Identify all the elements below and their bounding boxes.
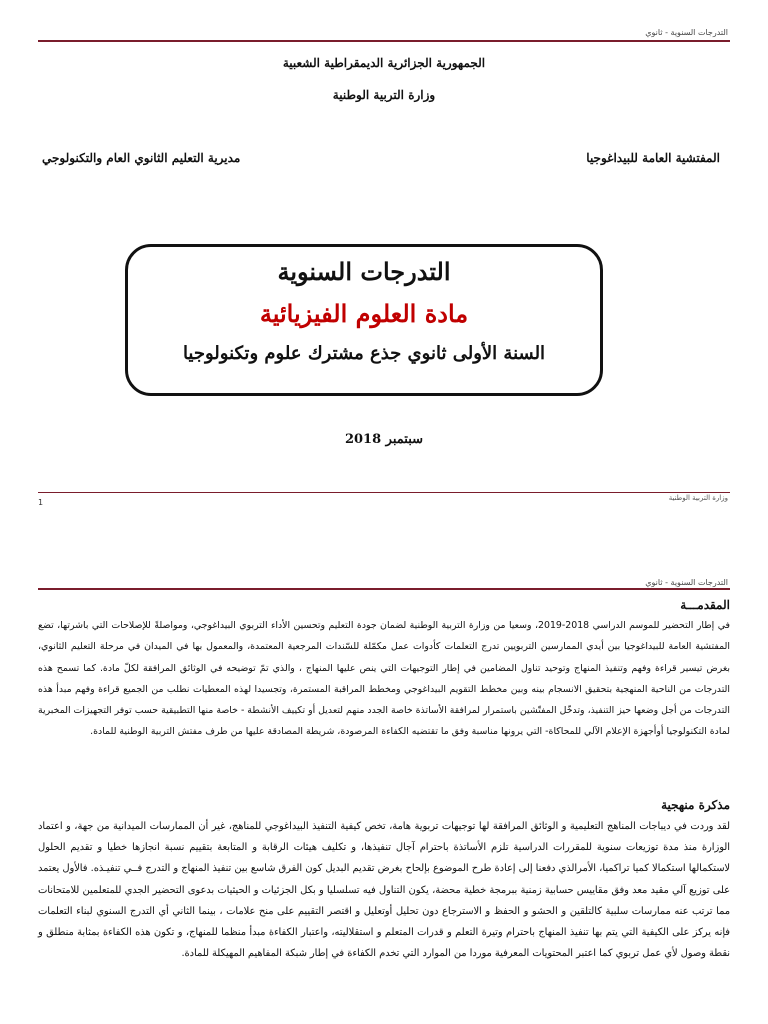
header-rule <box>38 588 730 590</box>
inspectorate-label: المفتشية العامة للبيداغوجيا <box>586 151 720 165</box>
intro-heading: المقدمـــة <box>680 598 730 612</box>
document-date: سبتمبر 2018 <box>344 432 424 447</box>
page-number: 1 <box>38 498 44 507</box>
intro-paragraph: في إطار التحضير للموسم الدراسي 2018-2019، وسعيا من وزارة التربية الوطنية لضمان جودة التعليم وتحسين الأداء التربوي البيداغوجي، ومواصلةً للإصلاحات التي باشرتها، تضع المفتشية العامة للبيداغوجيا بين أيدي الممارسين التربويين تدرج التعلمات كأدوات عمل مكمّلة للسّندات المرجعية المعتمدة، والمعمول بها في الميدان في مرحلة التعليم الثانوي، بغرض تيسير قراءة وفهم وتنفيذ المنهاج وتوحيد تناول المضامين في إطار التوجيهات التي ينص عليها المنهاج ، والذي تمّ توضيحه في الوثائق المرافقة لكلّ مادة. كما تسمح هذه التدرجات من الناحية المنهجية بتحقيق الانسجام بينه وبين مخطط التقويم البيداغوجي ومخطط المراقبة المستمرة، وتجسيدا لهذه المعطيات نطلب من الجميع قراءة وفهم مبدأ هذه التدرجات من أجل وضعها حيز التنفيذ، وتدخّل المفتّشين باستمرار لمرافقة الأساتذة خاصة الجدد منهم لتعديل أو تكييف الأنشطة - خاصة منها التطبيقية حسب توفر التجهيزات المخبرية لمادة التكنولوجيا أوأجهزة الإعلام الآلي للمحاكاة- التي يرونها مناسبة وفق ما تقتضيه الكفاءة المرصودة، شريطة المصادقة عليها من طرف مفتش التربية الوطنية للمادة. <box>38 620 730 738</box>
method-heading: مذكرة منهجية <box>661 798 730 812</box>
title-box <box>125 244 603 396</box>
level-title: السنة الأولى ثانوي جذع مشترك علوم وتكنولوجيا <box>182 343 546 364</box>
page-2 <box>0 560 768 1024</box>
directorate-label: مديرية التعليم الثانوي العام والتكنولوجي <box>42 151 241 165</box>
republic-title: الجمهورية الجزائرية الديمقراطية الشعبية <box>282 56 486 70</box>
method-paragraph: لقد وردت في ديباجات المناهج التعليمية و الوثائق المرافقة لها توجيهات تربوية هامة، تخص كيفية التنفيذ البيداغوجي للمناهج، غير أن الممارسات الميدانية من جهة، و اعتماد الوزارة منذ مدة توزيعات سنوية للمقررات الدراسية تلزم الأساتذة باحترام آجال تنفيذها، و تكليف هيئات الرقابة و المتابعة بتقييم نسبة انجازها خطيا و تقديم الحلول لاستكمالها استكمالا كميا تراكميا، الأمرالذي دفعنا إلى إعادة طرح الموضوع بإلحاح بغرض تقديم البديل كون الفرق شاسع بين تنفيذ المنهاج و التدرج فــي تنفيـذه. فالأول يعتمد على توزيع آلي مقيد معد وفق مقاييس حسابية زمنية ببرمجة خطية محضة، يكون التناول فيه تسلسليا و بكل الجزئيات و الحيثيات بدعوى التحضير الجدي للمتعلمين للامتحانات مما ترتب عنه ممارسات سلبية كالتلقين و الحشو و الحفظ و الاسترجاع دون تحليل أوتعليل و اقتصر التقييم على منح علامات ، بينما الثاني أي التدرج السنوي لبناء التعلمات فإنه يركز على الكيفية التي يتم بها تنفيذ المنهاج باحترام وتيرة التعلم و قدرات المتعلم و استقلاليته، واعتبار الكفاءة مبدأ منظما للمنهاج، و تكون هذه الكفاءة بمثابة منطلق و نقطة وصول لأي عمل تربوي كما اعتبر المحتويات المعرفية موردا من الموارد التي تخدم الكفاءة في إطار شبكة المفاهيم المهيكلة للمادة. <box>38 821 730 960</box>
footer-ministry: وزارة التربية الوطنية <box>668 494 728 502</box>
document-title: التدرجات السنوية <box>277 257 451 286</box>
footer-rule <box>38 492 730 493</box>
running-header: التدرجات السنوية - ثانوي <box>645 578 728 587</box>
ministry-title: وزارة التربية الوطنية <box>332 88 436 102</box>
running-header: التدرجات السنوية - ثانوي <box>645 28 728 37</box>
subject-title: مادة العلوم الفيزيائية <box>259 299 469 328</box>
header-rule <box>38 40 730 42</box>
